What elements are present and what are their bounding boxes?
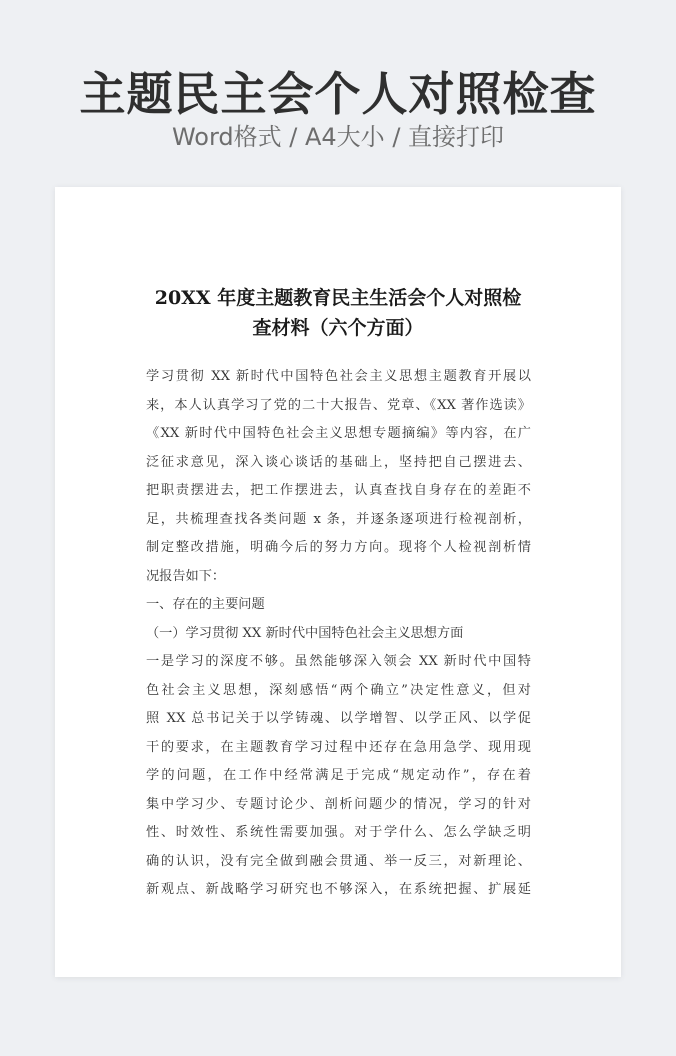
body-line: 《XX 新时代中国特色社会主义思想专题摘编》等内容，在广: [146, 426, 531, 441]
body-line: 来，本人认真学习了党的二十大报告、党章、《XX 著作选读》: [146, 397, 531, 413]
body-line: 照 XX 总书记关于以学铸魂、以学增智、以学正风、以学促: [146, 711, 531, 726]
document-body: [146, 363, 531, 905]
body-line: 学的问题，在工作中经常满足于完成“规定动作”，存在着: [146, 768, 531, 783]
document-title-line: 查材料（六个方面）: [252, 317, 424, 339]
banner-subtitle: Word格式 / A4大小 / 直接打印: [171, 123, 505, 151]
document-page: [55, 187, 621, 977]
body-line: 一是学习的深度不够。虽然能够深入领会 XX 新时代中国特: [146, 654, 531, 669]
body-line: 足，共梳理查找各类问题 x 条，并逐条逐项进行检视剖析，: [146, 511, 531, 527]
banner-title: 主题民主会个人对照检查: [79, 67, 597, 121]
body-line: 况报告如下：: [146, 568, 226, 584]
subsection-heading: （一）学习贯彻 XX 新时代中国特色社会主义思想方面: [146, 625, 464, 641]
document-title: [55, 283, 621, 343]
body-line: 泛征求意见，深入谈心谈话的基础上，坚持把自己摆进去、: [146, 454, 531, 470]
body-line: 干的要求，在主题教育学习过程中还存在急用急学、现用现: [146, 739, 531, 755]
document-title-line: 20XX 年度主题教育民主生活会个人对照检: [154, 287, 522, 309]
body-line: 把职责摆进去，把工作摆进去，认真查找自身存在的差距不: [146, 483, 531, 498]
body-line: 确的认识，没有完全做到融会贯通、举一反三，对新理论、: [146, 853, 531, 869]
body-line: 制定整改措施，明确今后的努力方向。现将个人检视剖析情: [146, 540, 531, 555]
body-line: 性、时效性、系统性需要加强。对于学什么、怎么学缺乏明: [146, 825, 531, 840]
body-line: 集中学习少、专题讨论少、剖析问题少的情况，学习的针对: [146, 796, 531, 812]
body-line: 色社会主义思想，深刻感悟“两个确立”决定性意义，但对: [146, 682, 531, 698]
section-heading: 一、存在的主要问题: [146, 597, 265, 612]
body-line: 新观点、新战略学习研究也不够深入，在系统把握、扩展延: [146, 882, 531, 897]
body-line: 学习贯彻 XX 新时代中国特色社会主义思想主题教育开展以: [146, 369, 531, 384]
